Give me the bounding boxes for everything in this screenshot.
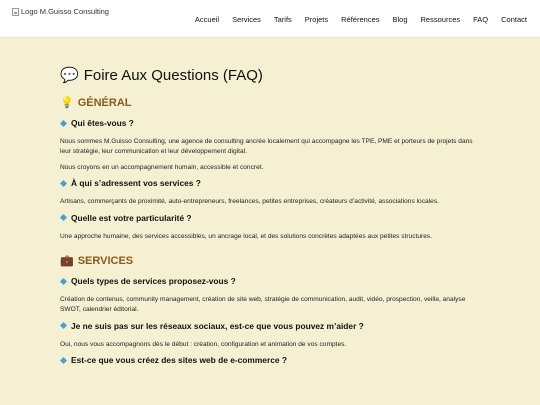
site-header xyxy=(0,0,540,38)
broken-image-icon xyxy=(12,8,19,16)
faq-question xyxy=(60,321,485,331)
speech-bubble-icon: 💬 xyxy=(60,66,79,84)
nav-item-references[interactable]: Références xyxy=(341,15,380,24)
logo[interactable] xyxy=(12,7,109,16)
faq-answer: Une approche humaine, des services accessibles, un ancrage local, et des solutions concrètes adaptées aux petites structures. xyxy=(60,232,433,240)
faq-question-text: À qui s’adressent vos services ? xyxy=(71,178,201,189)
faq-answer: Nous croyons en un accompagnement humain, accessible et concret. xyxy=(60,163,264,171)
nav-item-accueil[interactable]: Accueil xyxy=(194,15,220,24)
faq-question-text: Est-ce que vous créez des sites web de e-commerce ? xyxy=(71,355,287,366)
blue-diamond-icon xyxy=(60,277,67,284)
nav-item-services[interactable]: Services xyxy=(232,15,261,24)
nav-item-blog[interactable]: Blog xyxy=(392,15,408,24)
light-bulb-icon: 💡 xyxy=(60,96,74,109)
briefcase-icon: 💼 xyxy=(60,254,74,268)
faq-content xyxy=(60,66,485,374)
blue-diamond-icon xyxy=(60,119,67,126)
faq-question-text: Quelle est votre particularité ? xyxy=(71,212,192,223)
faq-question xyxy=(60,118,485,128)
faq-answer: Nous sommes M.Guisso Consulting, une agence de consulting ancrée localement qui accompagne les TPE, PME et porteurs de projets dans leur stratégie, leur communication et leur développement digital. xyxy=(60,138,473,156)
blue-diamond-icon xyxy=(60,180,67,187)
blue-diamond-icon xyxy=(60,214,67,221)
section-title-text: GÉNÉRAL xyxy=(77,96,132,109)
faq-question-text: Quels types de services proposez-vous ? xyxy=(71,276,236,287)
nav-item-tarifs[interactable]: Tarifs xyxy=(273,15,292,24)
nav-item-ressources[interactable]: Ressources xyxy=(420,15,461,24)
blue-diamond-icon xyxy=(60,322,67,329)
faq-question xyxy=(60,213,485,223)
blue-diamond-icon xyxy=(60,357,67,364)
faq-question xyxy=(60,276,485,286)
nav-item-contact[interactable]: Contact xyxy=(501,15,527,24)
faq-answer: Artisans, commerçants de proximité, auto-entrepreneurs, freelances, petites entreprises, créateurs d’activité, associations locales. xyxy=(60,198,439,206)
nav-item-projets[interactable]: Projets xyxy=(304,15,329,24)
faq-question xyxy=(60,178,485,188)
nav-item-faq[interactable]: FAQ xyxy=(473,15,489,24)
faq-answer: Création de contenus, community management, création de site web, stratégie de communication, audit, vidéo, prospection, veille, analyse SWOT, calendrier éditorial. xyxy=(60,296,466,314)
faq-answer: Oui, nous vous accompagnons dès le début : création, configuration et animation de vos comptes. xyxy=(60,340,347,348)
section-title-text: SERVICES xyxy=(77,254,134,267)
section-title-services xyxy=(60,254,485,267)
section-title-general xyxy=(60,96,485,109)
page-title xyxy=(60,66,485,84)
logo-alt-text: Logo M.Guisso Consulting xyxy=(21,7,109,16)
faq-question-text: Qui êtes-vous ? xyxy=(71,118,134,128)
page-title-text: Foire Aux Questions (FAQ) xyxy=(83,66,263,84)
main-nav xyxy=(195,15,527,24)
faq-question xyxy=(60,355,485,365)
faq-question-text: Je ne suis pas sur les réseaux sociaux, est-ce que vous pouvez m’aider ? xyxy=(71,320,364,331)
